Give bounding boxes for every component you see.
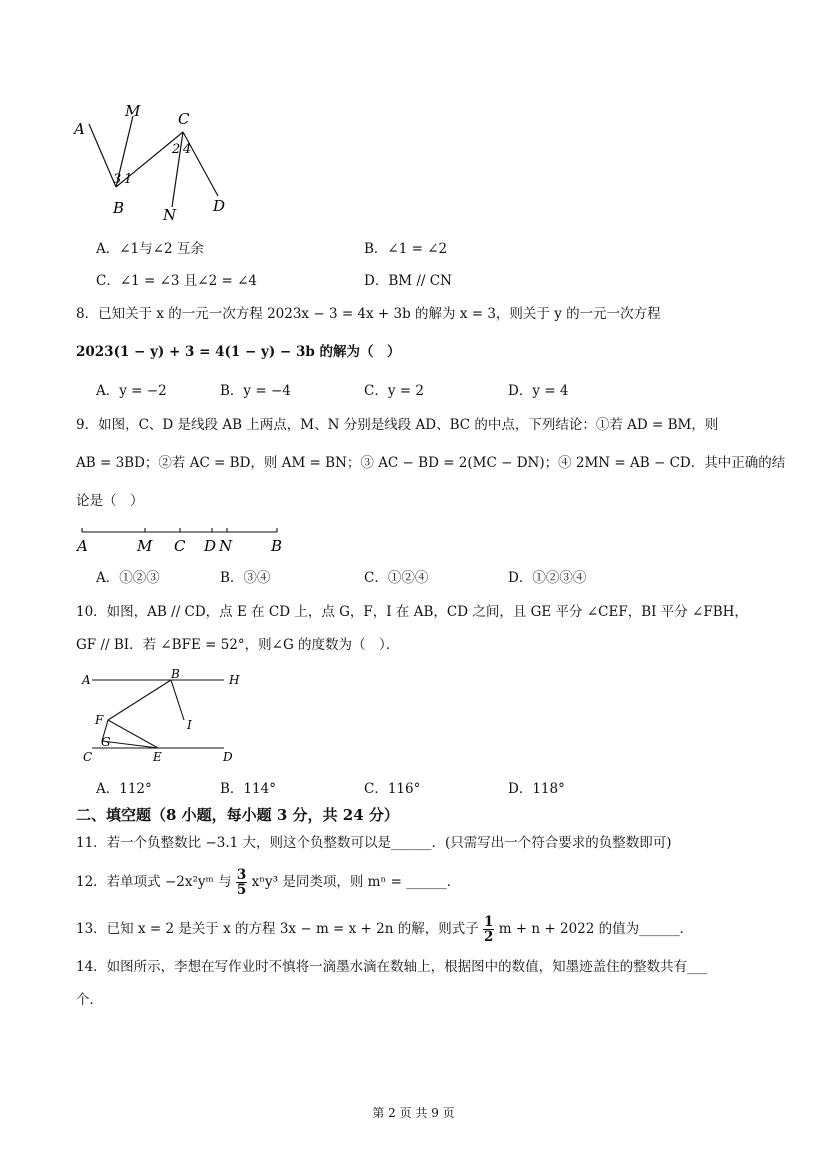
q13-frac-den: 2 (484, 929, 494, 945)
line-fe (108, 720, 158, 748)
q9-option-b: B．③④ (220, 570, 271, 586)
q10-label-i: I (187, 718, 192, 732)
q12-fraction (236, 868, 247, 897)
q12-suffix: xⁿy³ 是同类项，则 mⁿ = ______． (247, 874, 461, 890)
q9-option-d: D．①②③④ (508, 570, 587, 586)
q7-option-c: C．∠1 = ∠3 且∠2 = ∠4 (96, 273, 258, 289)
q10-option-b: B．114° (220, 781, 276, 797)
q10-option-a: A．112° (96, 781, 152, 797)
q9-option-a: A．①②③ (96, 570, 160, 586)
q10-label-b: B (171, 668, 180, 681)
q12-stem (76, 868, 460, 897)
q8-stem-line2: 2023(1 − y) + 3 = 4(1 − y) − 3b 的解为（ ） (76, 344, 401, 360)
q8-option-c: C．y = 2 (364, 383, 424, 399)
q8-stem-line1: 8．已知关于 x 的一元一次方程 2023x − 3 = 4x + 3b 的解为 x = 3，则关于 y 的一元一次方程 (76, 306, 661, 322)
q9-label-n: N (219, 537, 233, 555)
q10-label-a: A (82, 673, 91, 687)
q9-stem-line3: 论是（ ） (76, 493, 144, 509)
q9-label-c: C (174, 537, 186, 555)
q14-stem-line1: 14．如图所示，李想在写作业时不慎将一滴墨水滴在数轴上，根据图中的数值，知墨迹盖住的整数共有___ (76, 959, 708, 975)
q7-angle-4: 4 (183, 142, 192, 157)
q7-option-d: D．BM // CN (364, 273, 452, 289)
q10-stem-line2: GF // BI．若 ∠BFE = 52°，则∠G 的度数为（ ）． (76, 637, 400, 653)
q10-label-f: F (95, 713, 104, 727)
q13-frac-num: 1 (484, 914, 494, 930)
q12-prefix: 12．若单项式 −2x²yᵐ 与 (76, 874, 236, 890)
q8-option-a: A．y = −2 (96, 383, 167, 399)
q7-label-m: M (125, 102, 141, 120)
q12-frac-den: 5 (236, 882, 247, 898)
q10-figure (74, 668, 254, 766)
q13-stem (76, 915, 693, 944)
q10-label-h: H (229, 673, 240, 687)
q10-label-g: G (101, 735, 111, 749)
line-bf (108, 680, 171, 720)
q7-label-b: B (113, 199, 125, 217)
q8-option-b: B．y = −4 (220, 383, 291, 399)
q12-frac-num: 3 (236, 867, 247, 883)
q9-option-c: C．①②④ (364, 570, 429, 586)
line-ab (89, 124, 116, 187)
q7-label-n: N (163, 206, 177, 224)
q9-label-a: A (77, 537, 88, 555)
q8-option-d: D．y = 4 (508, 383, 569, 399)
q10-label-c: C (83, 750, 93, 764)
q7-angle-2: 2 (172, 142, 181, 157)
q9-label-d: D (204, 537, 217, 555)
q10-label-e: E (153, 750, 162, 764)
q10-option-d: D．118° (508, 781, 565, 797)
q7-option-b: B．∠1 = ∠2 (364, 241, 448, 257)
q7-option-a: A．∠1与∠2 互余 (96, 241, 204, 257)
q13-prefix: 13．已知 x = 2 是关于 x 的方程 3x − m = x + 2n 的解，则式子 (76, 921, 484, 937)
line-bi (171, 680, 184, 720)
q10-option-c: C．116° (364, 781, 421, 797)
q9-figure (72, 522, 292, 556)
q10-stem-line1: 10．如图，AB // CD，点 E 在 CD 上，点 G，F，I 在 AB，CD 之间，且 GE 平分 ∠CEF，BI 平分 ∠FBH， (76, 604, 748, 620)
q7-label-d: D (213, 197, 226, 215)
page-footer: 第 2 页 共 9 页 (372, 1106, 455, 1120)
q10-label-d: D (223, 750, 233, 764)
q7-label-c: C (178, 110, 190, 128)
section-title: 二、填空题（8 小题，每小题 3 分，共 24 分） (76, 806, 399, 824)
q9-label-b: B (271, 537, 283, 555)
q9-stem-line2: AB = 3BD；②若 AC = BD，则 AM = BN；③ AC − BD = 2(MC − DN)；④ 2MN = AB − CD．其中正确的结 (76, 455, 786, 471)
q14-stem-line2: 个． (76, 992, 103, 1008)
q7-figure (70, 100, 240, 225)
q13-fraction (483, 915, 494, 944)
q11-stem: 11．若一个负整数比 −3.1 大，则这个负整数可以是______．(只需写出一个符合要求的负整数即可) (76, 835, 672, 851)
q7-label-a: A (74, 120, 85, 138)
q7-angle-1: 1 (124, 172, 133, 187)
q9-stem-line1: 9．如图，C、D 是线段 AB 上两点，M、N 分别是线段 AD、BC 的中点，下列结论：①若 AD = BM，则 (76, 417, 719, 433)
q13-suffix: m + n + 2022 的值为______． (494, 921, 694, 937)
q9-label-m: M (137, 537, 153, 555)
q7-angle-3: 3 (113, 172, 122, 187)
